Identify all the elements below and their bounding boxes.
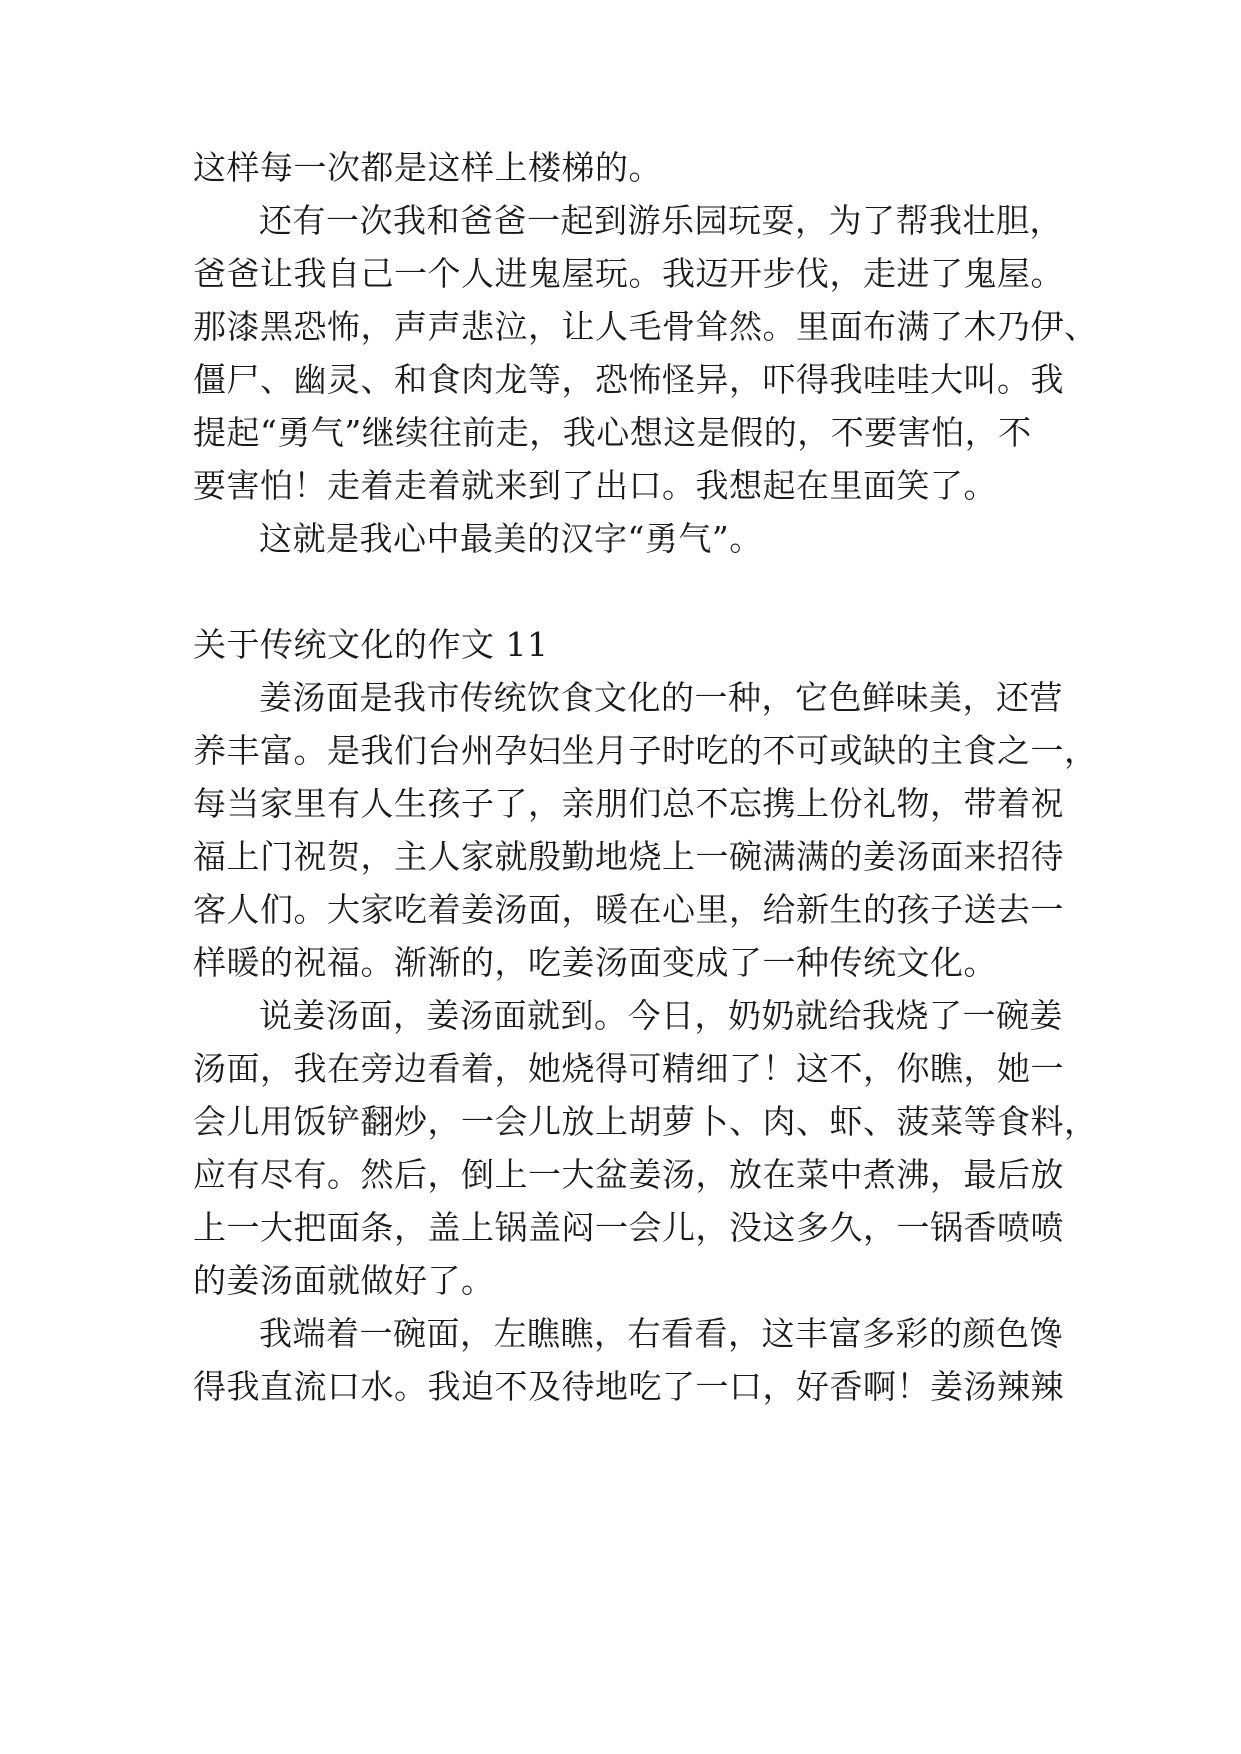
text-line: 客人们。大家吃着姜汤面，暖在心里，给新生的孩子送去一 — [193, 890, 1064, 929]
text-line: 会儿用饭铲翻炒，一会儿放上胡萝卜、肉、虾、菠菜等食料， — [193, 1102, 1098, 1141]
text-line: 提起“勇气”继续往前走，我心想这是假的，不要害怕，不 — [193, 413, 1032, 452]
text-line: 汤面，我在旁边看着，她烧得可精细了！这不，你瞧，她一 — [193, 1049, 1064, 1088]
paragraph-start: 我端着一碗面，左瞧瞧，右看看，这丰富多彩的颜色馋 — [259, 1314, 1063, 1353]
text-line: 上一大把面条，盖上锅盖闷一会儿，没这多久，一锅香喷喷 — [193, 1208, 1064, 1247]
paragraph-start: 说姜汤面，姜汤面就到。今日，奶奶就给我烧了一碗姜 — [259, 996, 1063, 1035]
text-line: 样暖的祝福。渐渐的，吃姜汤面变成了一种传统文化。 — [193, 943, 997, 982]
paragraph-start: 姜汤面是我市传统饮食文化的一种，它色鲜味美，还营 — [259, 678, 1063, 717]
text-line: 每当家里有人生孩子了，亲朋们总不忘携上份礼物，带着祝 — [193, 784, 1064, 823]
text-line: 养丰富。是我们台州孕妇坐月子时吃的不可或缺的主食之一， — [193, 731, 1098, 770]
text-line: 爸爸让我自己一个人进鬼屋玩。我迈开步伐，走进了鬼屋。 — [193, 254, 1064, 293]
text-line: 要害怕！走着走着就来到了出口。我想起在里面笑了。 — [193, 466, 997, 505]
text-line: 那漆黑恐怖，声声悲泣，让人毛骨耸然。里面布满了木乃伊、 — [193, 307, 1098, 346]
paragraph-start: 这就是我心中最美的汉字“勇气”。 — [259, 519, 763, 558]
section-title: 关于传统文化的作文 11 — [193, 625, 549, 664]
text-line: 这样每一次都是这样上楼梯的。 — [193, 148, 662, 187]
text-line: 的姜汤面就做好了。 — [193, 1261, 495, 1300]
text-line: 应有尽有。然后，倒上一大盆姜汤，放在菜中煮沸，最后放 — [193, 1155, 1064, 1194]
text-line: 僵尸、幽灵、和食肉龙等，恐怖怪异，吓得我哇哇大叫。我 — [193, 360, 1064, 399]
paragraph-start: 还有一次我和爸爸一起到游乐园玩耍，为了帮我壮胆， — [259, 201, 1063, 240]
text-line: 得我直流口水。我迫不及待地吃了一口，好香啊！姜汤辣辣 — [193, 1367, 1064, 1406]
text-line: 福上门祝贺，主人家就殷勤地烧上一碗满满的姜汤面来招待 — [193, 837, 1064, 876]
